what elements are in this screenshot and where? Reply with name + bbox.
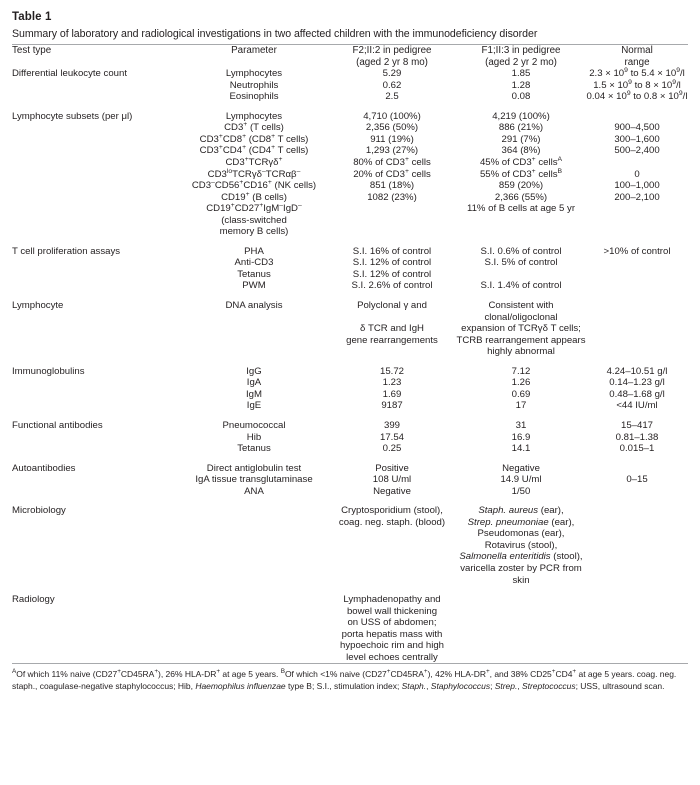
table-row [12, 269, 688, 281]
column-header-parameter: Parameter [231, 45, 277, 56]
cell-subject2-value: varicella zoster by PCR from skin [460, 562, 582, 586]
table-row [12, 226, 688, 238]
table-row [12, 257, 688, 269]
cell-parameter: Eosinophils [229, 91, 279, 103]
table-row [12, 246, 688, 258]
cell-normal-range: 0.015–1 [619, 443, 655, 455]
table-footnotes: $^A$Of which 11% naive (CD27+CD45RA+), 26% HLA-DR+ at age 5 years. $^B$Of which <1% naive (CD27+CD45RA+), 42% HLA-DR+, and 38% CD25+CD4+ at age 5 years. coag. neg. staph., coagulase-negative staphylococcus; Hib, Haemophilus influenzae type B; S.I., stimulation index; Staph., Staphylococcus; Strep., Streptococcus; USS, ultrasound scan. [12, 668, 677, 691]
cell-subject2-value: 1.26 [511, 377, 531, 389]
cell-parameter: CD19+CD27+IgM–IgD– [206, 202, 302, 215]
cell-subject1-value: 2,356 (50%) [365, 122, 419, 134]
cell-subject1-value [328, 226, 456, 238]
cell-subject2-value: 11% of B cells at age 5 yr [466, 203, 576, 215]
cell-normal-range [586, 617, 688, 629]
cell-test-type [12, 145, 180, 157]
cell-subject1-value: porta hepatis mass with [341, 628, 443, 640]
section-spacer [12, 455, 688, 463]
cell-parameter [180, 528, 328, 540]
cell-subject2-value: 4,219 (100%) [492, 110, 550, 122]
cell-test-type [12, 540, 180, 552]
cell-normal-range: $1.5 \times 10^9$ to $8 \times 10^9/l$ [593, 78, 681, 91]
cell-parameter: (class-switched [221, 214, 287, 226]
cell-subject1-value: S.I. 16% of control [352, 245, 432, 257]
cell-test-type [12, 652, 180, 664]
cell-subject1-value [328, 203, 456, 215]
cell-test-type: Functional antibodies [12, 419, 103, 431]
table-row [12, 169, 688, 181]
cell-parameter: Lymphocytes [225, 110, 283, 122]
table-body [12, 68, 688, 663]
cell-subject2-value [456, 640, 586, 652]
cell-parameter: CD3–CD56+CD16+ (NK cells) [191, 178, 317, 192]
table-row [12, 335, 688, 347]
cell-parameter [180, 617, 328, 629]
table-row [12, 606, 688, 618]
cell-parameter [180, 346, 328, 358]
cell-subject2-value: 1.28 [511, 79, 531, 91]
table-caption: Summary of laboratory and radiological investigations in two affected children with the immunodeficiency disorder [12, 28, 538, 40]
cell-subject2-value: 45% of CD3+ cells$^A$ [479, 155, 563, 169]
cell-normal-range [586, 346, 688, 358]
cell-subject2-value: 0.69 [511, 388, 531, 400]
column-header-subject1 [328, 45, 456, 68]
cell-normal-range [586, 505, 688, 517]
cell-subject2-value: S.I. 1.4% of control [480, 280, 562, 292]
cell-parameter: CD3+CD4+ (CD4+ T cells) [199, 144, 309, 157]
cell-parameter [180, 640, 328, 652]
cell-subject2-value: 886 (21%) [498, 122, 544, 134]
cell-subject1-value: Cryptosporidium (stool), [341, 505, 443, 517]
cell-subject1-value: 17.54 [379, 431, 404, 443]
cell-normal-range: 0.14–1.23 g/l [609, 377, 665, 389]
cell-test-type [12, 474, 180, 486]
cell-subject1-value: δ TCR and IgH [360, 323, 424, 335]
cell-parameter: Neutrophils [229, 79, 279, 91]
cell-subject1-value [328, 551, 456, 563]
table-row [12, 551, 688, 563]
cell-parameter: Lymphocytes [225, 68, 283, 80]
table-bottom-rule [12, 663, 688, 664]
cell-subject2-value: highly abnormal [487, 346, 555, 358]
cell-test-type [12, 80, 180, 92]
header-row [12, 45, 688, 68]
cell-subject1-value [328, 540, 456, 552]
table-row [12, 280, 688, 292]
section-spacer [12, 292, 688, 300]
cell-subject2-value: Rotavirus (stool), [484, 539, 558, 551]
cell-subject1-value: 80% of CD3+ cells [353, 155, 431, 169]
cell-normal-range [586, 563, 688, 586]
cell-test-type [12, 269, 180, 281]
cell-subject1-value: 851 (18%) [369, 180, 415, 192]
cell-subject2-value: 2,366 (55%) [494, 191, 548, 203]
cell-subject2-value: 0.08 [511, 91, 531, 103]
cell-subject1-value [328, 528, 456, 540]
cell-normal-range [586, 594, 688, 606]
table-row [12, 180, 688, 192]
range-line1: Normal [621, 45, 653, 56]
cell-subject1-value [328, 215, 456, 227]
table-row [12, 432, 688, 444]
cell-test-type [12, 606, 180, 618]
cell-normal-range: 300–1,600 [614, 133, 660, 145]
cell-normal-range: >10% of control [603, 245, 671, 257]
table-row [12, 528, 688, 540]
cell-parameter: ANA [244, 485, 264, 497]
cell-subject1-value: Positive [375, 462, 409, 474]
cell-normal-range [586, 269, 688, 281]
cell-normal-range [586, 540, 688, 552]
cell-subject2-value: TCRB rearrangement appears [456, 334, 586, 346]
cell-parameter: CD3+ (T cells) [224, 121, 284, 134]
cell-test-type [12, 377, 180, 389]
range-line2: range [624, 56, 650, 68]
cell-normal-range [586, 629, 688, 641]
cell-subject2-value: 364 (8%) [501, 145, 541, 157]
cell-subject2-value: 14.1 [511, 443, 531, 455]
cell-test-type [12, 629, 180, 641]
cell-normal-range: 15–417 [620, 419, 653, 431]
cell-subject2-value: 7.12 [511, 365, 531, 377]
table-row [12, 300, 688, 323]
table-row [12, 157, 688, 169]
section-spacer [12, 358, 688, 366]
cell-normal-range: 0–15 [626, 474, 648, 486]
cell-normal-range: 0.48–1.68 g/l [609, 388, 665, 400]
cell-subject1-value: hypoechoic rim and high [340, 640, 444, 652]
cell-test-type: Immunoglobulins [12, 365, 85, 377]
cell-subject2-value: Strep. pneumoniae (ear), [467, 516, 575, 528]
subject1-line2: (aged 2 yr 8 mo) [356, 56, 428, 68]
cell-test-type [12, 389, 180, 401]
table-row [12, 540, 688, 552]
cell-parameter: DNA analysis [225, 300, 283, 312]
cell-parameter [180, 551, 328, 563]
cell-test-type [12, 346, 180, 358]
cell-subject2-value [456, 269, 586, 281]
cell-normal-range [586, 528, 688, 540]
cell-subject2-value [456, 215, 586, 227]
table-row [12, 486, 688, 498]
cell-subject2-value: S.I. 0.6% of control [480, 245, 562, 257]
cell-subject1-value: 0.62 [382, 79, 402, 91]
cell-test-type: Autoantibodies [12, 462, 76, 474]
cell-parameter [180, 606, 328, 618]
cell-subject2-value: 291 (7%) [501, 133, 541, 145]
cell-parameter: IgG [246, 365, 262, 377]
cell-parameter: Anti-CD3 [234, 257, 274, 269]
table-row [12, 594, 688, 606]
cell-parameter: IgA tissue transglutaminase [195, 474, 313, 486]
cell-test-type [12, 226, 180, 238]
table-row [12, 420, 688, 432]
cell-subject2-value: 1/50 [511, 485, 531, 497]
cell-test-type [12, 432, 180, 444]
cell-subject2-value: 31 [515, 419, 527, 431]
column-header-test-type: Test type [12, 45, 52, 56]
table-row [12, 134, 688, 146]
cell-subject2-value: 17 [515, 400, 527, 412]
cell-test-type [12, 122, 180, 134]
cell-subject1-value: 9187 [381, 400, 403, 412]
cell-subject1-value: level echoes centrally [346, 651, 438, 663]
table-row [12, 111, 688, 123]
cell-subject2-value: Staph. aureus (ear), [478, 505, 564, 517]
cell-subject2-value: expansion of TCRγδ T cells; [461, 323, 581, 335]
cell-parameter [180, 563, 328, 586]
table-header [12, 45, 688, 68]
cell-subject2-value [456, 594, 586, 606]
cell-subject1-value: 15.72 [379, 365, 404, 377]
cell-parameter [180, 517, 328, 529]
table-row [12, 366, 688, 378]
cell-parameter: CD3+TCRγδ+ [225, 155, 283, 169]
cell-test-type [12, 400, 180, 412]
cell-subject1-value: 5.29 [382, 68, 402, 80]
cell-test-type: Differential leukocyte count [12, 68, 128, 80]
cell-test-type [12, 192, 180, 204]
cell-test-type [12, 280, 180, 292]
cell-subject2-value: Consistent with clonal/oligoclonal [484, 300, 558, 323]
cell-normal-range: 100–1,000 [614, 180, 660, 192]
cell-subject1-value: 1.69 [382, 388, 402, 400]
cell-subject1-value: S.I. 12% of control [352, 268, 432, 280]
table-row [12, 563, 688, 586]
cell-parameter: memory B cells) [219, 226, 289, 238]
cell-test-type [12, 517, 180, 529]
cell-subject2-value: 14.9 U/ml [500, 474, 542, 486]
cell-normal-range [586, 486, 688, 498]
table-row [12, 323, 688, 335]
section-spacer [12, 497, 688, 505]
cell-normal-range [586, 463, 688, 475]
cell-subject1-value: bowel wall thickening [346, 605, 438, 617]
cell-normal-range [586, 157, 688, 169]
cell-normal-range [586, 257, 688, 269]
table-row [12, 377, 688, 389]
cell-normal-range [586, 606, 688, 618]
cell-parameter: Direct antiglobulin test [206, 462, 302, 474]
cell-parameter: Tetanus [237, 443, 271, 455]
cell-parameter: Tetanus [237, 268, 271, 280]
cell-normal-range [586, 280, 688, 292]
cell-normal-range [586, 323, 688, 335]
cell-normal-range [586, 551, 688, 563]
table-row [12, 505, 688, 517]
column-header-subject2 [456, 45, 586, 68]
cell-normal-range: $2.3 \times 10^9$ to $5.4 \times 10^9/l$ [589, 67, 685, 80]
table-row [12, 640, 688, 652]
section-spacer [12, 586, 688, 594]
cell-parameter [180, 335, 328, 347]
cell-test-type [12, 134, 180, 146]
cell-subject2-value: 1.85 [511, 68, 531, 80]
subject2-line1: F1;II:3 in pedigree [481, 45, 561, 56]
table-row [12, 517, 688, 529]
cell-test-type [12, 169, 180, 181]
cell-parameter: IgM [246, 388, 262, 400]
cell-subject2-value [456, 629, 586, 641]
cell-test-type [12, 257, 180, 269]
cell-normal-range: 900–4,500 [614, 122, 660, 134]
section-spacer [12, 103, 688, 111]
cell-parameter: IgE [246, 400, 262, 412]
section-spacer [12, 412, 688, 420]
cell-test-type [12, 563, 180, 586]
table-row [12, 192, 688, 204]
cell-parameter [180, 323, 328, 335]
cell-normal-range: <44 IU/ml [616, 400, 658, 412]
cell-parameter [180, 505, 328, 517]
cell-normal-range [586, 640, 688, 652]
table-row [12, 122, 688, 134]
cell-test-type [12, 323, 180, 335]
cell-parameter: PHA [244, 245, 264, 257]
cell-parameter [180, 540, 328, 552]
cell-subject2-value: S.I. 5% of control [484, 257, 558, 269]
cell-normal-range: 200–2,100 [614, 191, 660, 203]
cell-parameter [180, 629, 328, 641]
table-row [12, 463, 688, 475]
cell-subject2-value: Pseudomonas (ear), [477, 528, 565, 540]
cell-test-type: Lymphocyte subsets (per μl) [12, 110, 133, 122]
table-row [12, 389, 688, 401]
cell-subject1-value: 399 [383, 419, 400, 431]
cell-subject2-value [456, 617, 586, 629]
subject1-line1: F2;II:2 in pedigree [352, 45, 432, 56]
cell-parameter: CD19+ (B cells) [221, 190, 287, 203]
table-row [12, 68, 688, 80]
cell-normal-range [586, 517, 688, 529]
cell-subject1-value [328, 563, 456, 586]
cell-test-type [12, 528, 180, 540]
cell-test-type: T cell proliferation assays [12, 245, 121, 257]
cell-test-type [12, 157, 180, 169]
cell-subject2-value: Salmonella enteritidis (stool), [459, 551, 583, 563]
cell-subject1-value: 1.23 [382, 377, 402, 389]
table-row [12, 346, 688, 358]
cell-subject2-value [456, 226, 586, 238]
cell-test-type [12, 486, 180, 498]
subject2-line2: (aged 2 yr 2 mo) [485, 56, 557, 68]
table-number: Table 1 [12, 11, 52, 23]
cell-subject1-value: 2.5 [385, 91, 399, 103]
table-row [12, 80, 688, 92]
cell-normal-range [586, 335, 688, 347]
cell-test-type: Lymphocyte [12, 300, 64, 312]
cell-parameter: PWM [242, 280, 266, 292]
cell-normal-range [586, 215, 688, 227]
cell-normal-range: 4.24–10.51 g/l [606, 365, 668, 377]
cell-normal-range [586, 652, 688, 664]
cell-test-type [12, 91, 180, 103]
cell-test-type [12, 180, 180, 192]
cell-subject1-value: Lymphadenopathy and [343, 594, 441, 606]
table-row [12, 652, 688, 664]
table-row [12, 203, 688, 215]
table-row [12, 145, 688, 157]
cell-subject1-value: coag. neg. staph. (blood) [338, 516, 446, 528]
cell-parameter [180, 594, 328, 606]
table-row [12, 443, 688, 455]
cell-test-type [12, 215, 180, 227]
cell-subject1-value: on USS of abdomen; [347, 617, 437, 629]
cell-subject2-value: Negative [502, 462, 540, 474]
cell-subject1-value: S.I. 12% of control [352, 257, 432, 269]
table-row [12, 215, 688, 227]
column-header-normal-range [586, 45, 688, 68]
cell-parameter: Hib [246, 431, 262, 443]
cell-normal-range: 500–2,400 [614, 145, 660, 157]
cell-parameter: IgA [246, 377, 262, 389]
cell-test-type [12, 551, 180, 563]
cell-subject2-value: 16.9 [511, 431, 531, 443]
cell-subject1-value: 911 (19%) [370, 133, 414, 145]
cell-subject2-value: 55% of CD3+ cells$^B$ [479, 167, 563, 180]
cell-subject1-value [328, 346, 456, 358]
cell-subject2-value [456, 606, 586, 618]
cell-subject2-value: 859 (20%) [498, 180, 544, 192]
cell-test-type: Radiology [12, 594, 55, 606]
table-row [12, 474, 688, 486]
cell-subject1-value: 108 U/ml [372, 474, 412, 486]
cell-subject1-value: Negative [373, 485, 411, 497]
section-spacer [12, 238, 688, 246]
cell-normal-range [586, 203, 688, 215]
cell-subject1-value: 20% of CD3+ cells [353, 167, 431, 180]
cell-subject1-value: Polyclonal γ and [357, 300, 427, 312]
cell-subject2-value [456, 652, 586, 664]
cell-subject1-value: 1,293 (27%) [365, 145, 419, 157]
cell-normal-range [586, 226, 688, 238]
cell-parameter: CD3+CD8+ (CD8+ T cells) [199, 132, 309, 145]
table-row [12, 91, 688, 103]
cell-test-type [12, 203, 180, 215]
cell-parameter [180, 652, 328, 664]
cell-subject1-value: 1082 (23%) [367, 191, 417, 203]
cell-subject1-value: 4,710 (100%) [363, 110, 421, 122]
cell-test-type [12, 640, 180, 652]
cell-parameter: Pneumococcal [222, 419, 286, 431]
cell-subject1-value: S.I. 2.6% of control [351, 280, 433, 292]
cell-subject1-value: gene rearrangements [346, 334, 438, 346]
cell-normal-range: 0 [634, 168, 640, 180]
table-row [12, 629, 688, 641]
cell-normal-range: 0.81–1.38 [615, 431, 659, 443]
cell-normal-range [586, 111, 688, 123]
cell-test-type: Microbiology [12, 505, 66, 517]
cell-test-type [12, 443, 180, 455]
investigations-table [12, 45, 688, 663]
cell-parameter: $CD3^{lo}TCR\gamma\delta^-TCR\alpha\beta^-$ [207, 167, 301, 180]
table-row [12, 617, 688, 629]
cell-subject1-value: 0.25 [382, 443, 402, 455]
table-row [12, 400, 688, 412]
cell-normal-range [586, 300, 688, 323]
cell-test-type [12, 617, 180, 629]
cell-normal-range: $0.04 \times 10^9$ to $0.8 \times 10^9/l$ [586, 90, 688, 103]
cell-test-type [12, 335, 180, 347]
